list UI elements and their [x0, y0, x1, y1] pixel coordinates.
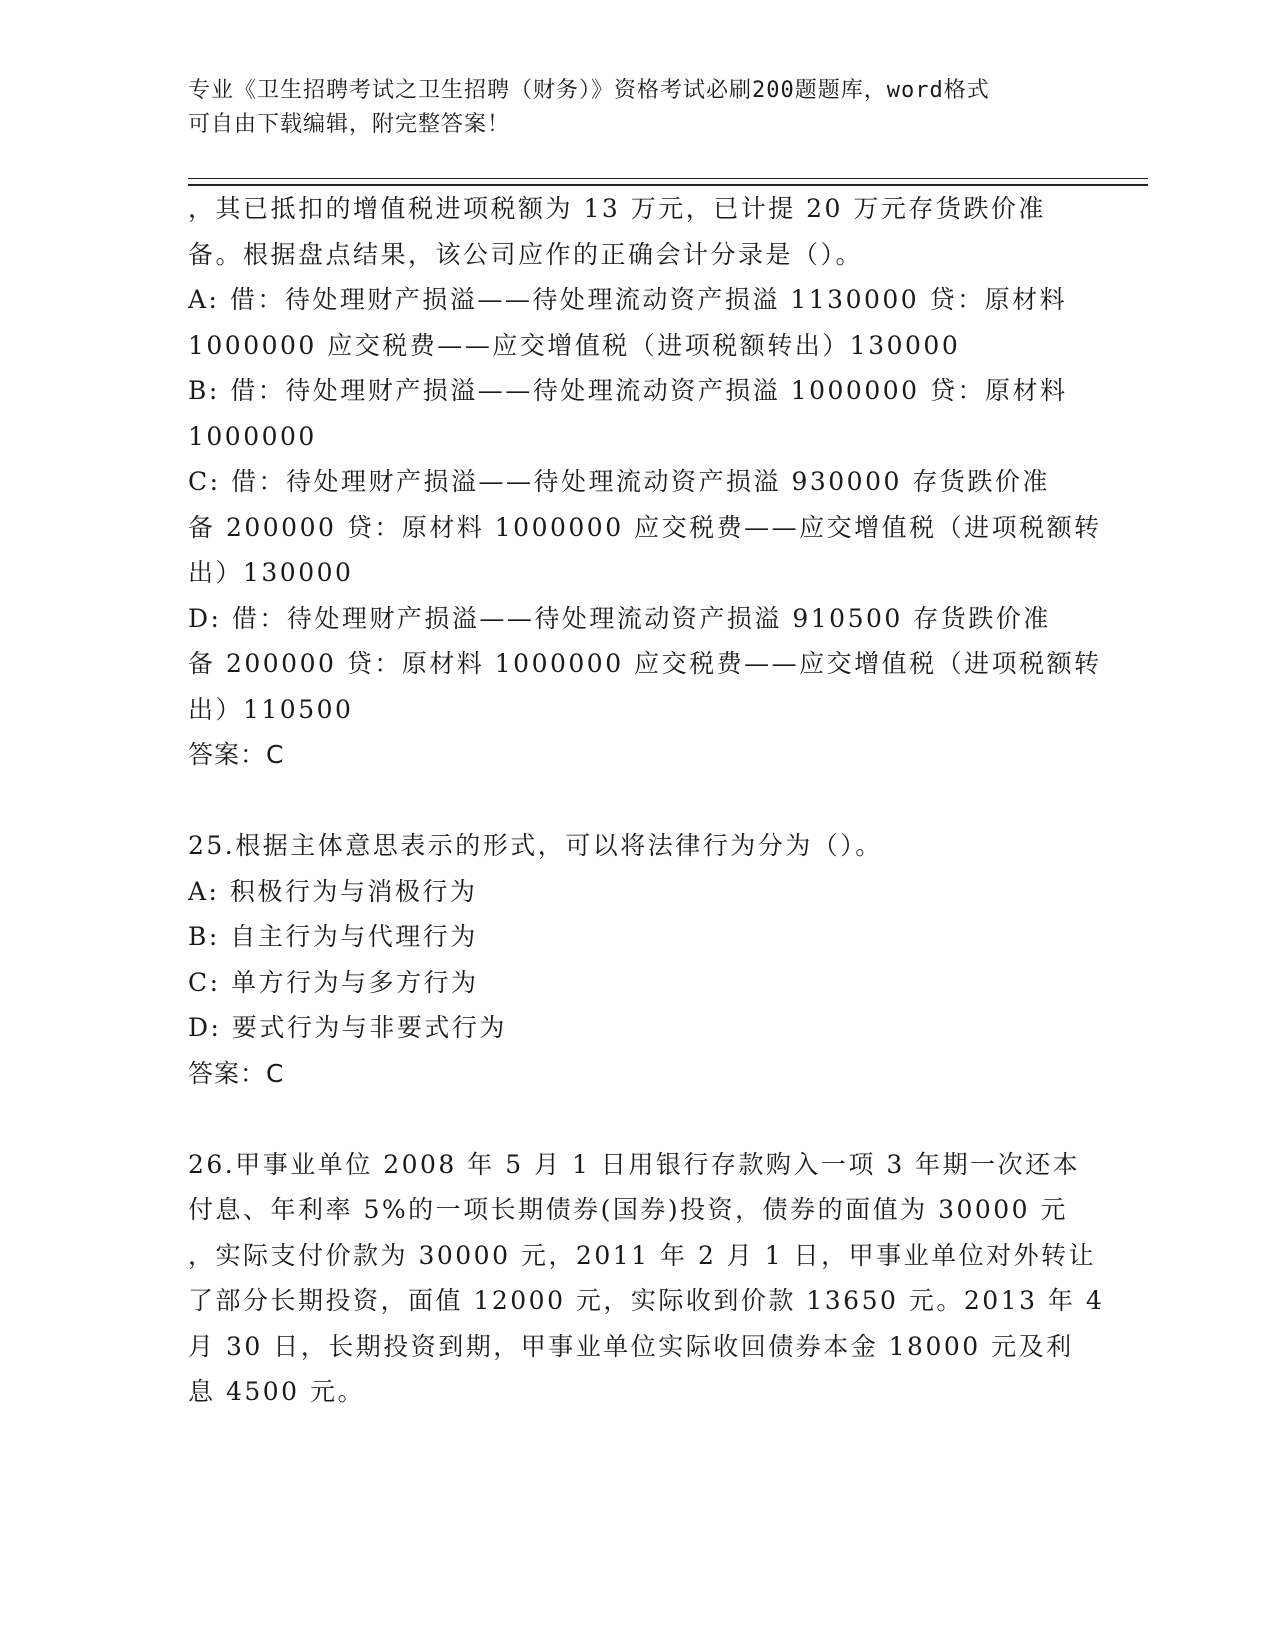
header-title-line-1: 专业《卫生招聘考试之卫生招聘（财务）》资格考试必刷200题题库，word格式 — [188, 78, 990, 103]
document-body — [188, 186, 1105, 1415]
question-26-stem-line-6: 息 4500 元。 — [188, 1377, 366, 1406]
question-24-stem-line-1: ，其已抵扣的增值税进项税额为 13 万元，已计提 20 万元存货跌价准 — [188, 194, 1046, 223]
header-divider-thin — [188, 178, 1148, 179]
question-25-option-a: A: 积极行为与消极行为 — [188, 876, 478, 906]
spacer — [188, 1096, 1068, 1142]
question-26-stem-line-1: 26.甲事业单位 2008 年 5 月 1 日用银行存款购入一项 3 年期一次还本 — [188, 1149, 1081, 1179]
question-24-option-c-line-1: C: 借：待处理财产损溢——待处理流动资产损溢 930000 存货跌价准 — [188, 467, 1050, 496]
header-title-line-2: 可自由下载编辑，附完整答案！ — [188, 112, 511, 137]
question-26-stem-line-3: ，实际支付价款为 30000 元，2011 年 2 月 1 日，甲事业单位对外转让 — [188, 1240, 1097, 1270]
question-24-option-a-line-1: A: 借：待处理财产损溢——待处理流动资产损溢 1130000 贷：原材料 — [188, 285, 1068, 314]
question-25-answer: 答案：C — [188, 1058, 285, 1088]
question-24 — [188, 186, 1102, 778]
question-25 — [188, 823, 1068, 1096]
document-header — [188, 74, 1088, 142]
question-25-stem: 25.根据主体意思表示的形式，可以将法律行为分为（）。 — [188, 831, 883, 860]
question-24-option-a-line-2: 1000000 应交税费——应交增值税（进项税额转出）130000 — [188, 330, 961, 360]
question-25-option-c: C: 单方行为与多方行为 — [188, 967, 479, 997]
question-24-option-c-line-2: 备 200000 贷：原材料 1000000 应交税费——应交增值税（进项税额转 — [188, 512, 1102, 542]
question-24-option-b-line-2: 1000000 — [188, 421, 317, 451]
question-26 — [188, 1142, 1105, 1415]
spacer — [188, 778, 1068, 824]
question-24-option-b-line-1: B: 借：待处理财产损溢——待处理流动资产损溢 1000000 贷：原材料 — [188, 376, 1068, 405]
question-24-stem-line-2: 备。根据盘点结果，该公司应作的正确会计分录是（）。 — [188, 239, 864, 269]
question-26-stem-line-2: 付息、年利率 5%的一项长期债券(国券)投资，债券的面值为 30000 元 — [188, 1195, 1069, 1224]
question-25-option-d: D: 要式行为与非要式行为 — [188, 1013, 507, 1042]
question-24-answer: 答案：C — [188, 740, 285, 769]
question-24-option-d-line-1: D: 借：待处理财产损溢——待处理流动资产损溢 910500 存货跌价准 — [188, 603, 1051, 633]
question-24-option-c-line-3: 出）130000 — [188, 558, 354, 587]
question-26-stem-line-4: 了部分长期投资，面值 12000 元，实际收到价款 13650 元。2013 年 4 — [188, 1286, 1105, 1315]
question-24-option-d-line-3: 出）110500 — [188, 694, 354, 724]
question-24-option-d-line-2: 备 200000 贷：原材料 1000000 应交税费——应交增值税（进项税额转 — [188, 649, 1102, 678]
question-25-option-b: B: 自主行为与代理行为 — [188, 922, 478, 951]
question-26-stem-line-5: 月 30 日，长期投资到期，甲事业单位实际收回债券本金 18000 元及利 — [188, 1331, 1074, 1361]
